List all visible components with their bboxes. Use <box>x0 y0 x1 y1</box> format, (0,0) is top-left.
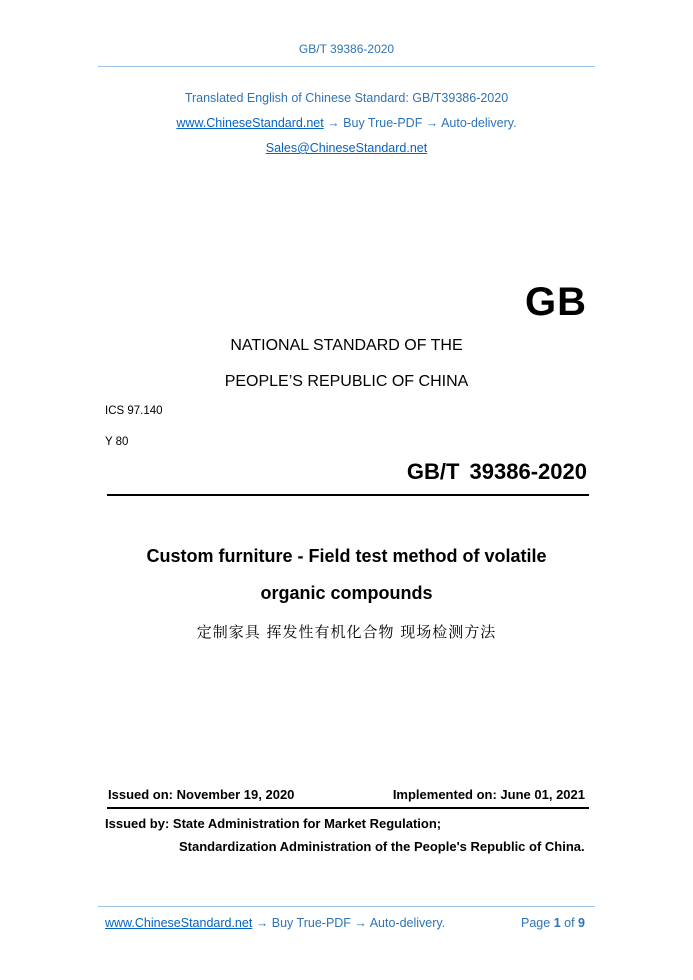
running-header-title: GB/T 39386-2020 <box>298 42 395 56</box>
national-standard-line1: NATIONAL STANDARD OF THE <box>230 337 463 354</box>
issued-by-second-authority: Standardization Administration of the People's Republic of China. <box>179 839 585 854</box>
english-title-line1: Custom furniture - Field test method of volatile <box>146 546 547 566</box>
sales-email-link[interactable]: Sales@ChineseStandard.net <box>265 141 428 155</box>
page-total: 9 <box>578 916 585 930</box>
footer-divider <box>98 906 595 907</box>
issued-on-date: Issued on: November 19, 2020 <box>108 787 295 802</box>
standard-number: GB/T 39386-2020 <box>406 459 587 484</box>
gb-mark: GB <box>525 280 587 324</box>
page-indicator <box>521 916 585 930</box>
website-link[interactable]: www.ChineseStandard.net <box>176 116 324 130</box>
classification-code: Y 80 <box>105 436 129 448</box>
promo-line <box>0 116 693 130</box>
issued-by: Issued by: State Administration for Market Regulation; <box>105 816 442 831</box>
national-standard-line2: PEOPLE’S REPUBLIC OF CHINA <box>224 373 469 390</box>
english-title-line2: organic compounds <box>260 583 433 603</box>
ics-code: ICS 97.140 <box>105 405 163 417</box>
footer-website-link[interactable]: www.ChineseStandard.net <box>105 916 253 930</box>
translation-notice: Translated English of Chinese Standard: GB/T39386-2020 <box>184 91 509 105</box>
footer-promo-text: → Buy True-PDF → Auto-delivery. <box>252 916 446 930</box>
header-divider <box>98 66 595 67</box>
page-of: of <box>564 916 575 930</box>
standard-number-rule <box>107 494 589 496</box>
sales-email-line <box>0 141 693 155</box>
page-current: 1 <box>553 916 561 930</box>
implemented-on-date: Implemented on: June 01, 2021 <box>392 787 585 802</box>
issue-date-rule <box>107 807 589 809</box>
page-label: Page <box>521 916 551 930</box>
promo-text: → Buy True-PDF → Auto-delivery. <box>323 116 517 130</box>
footer-promo <box>105 916 445 930</box>
chinese-title: 定制家具 挥发性有机化合物 现场检测方法 <box>196 623 497 641</box>
